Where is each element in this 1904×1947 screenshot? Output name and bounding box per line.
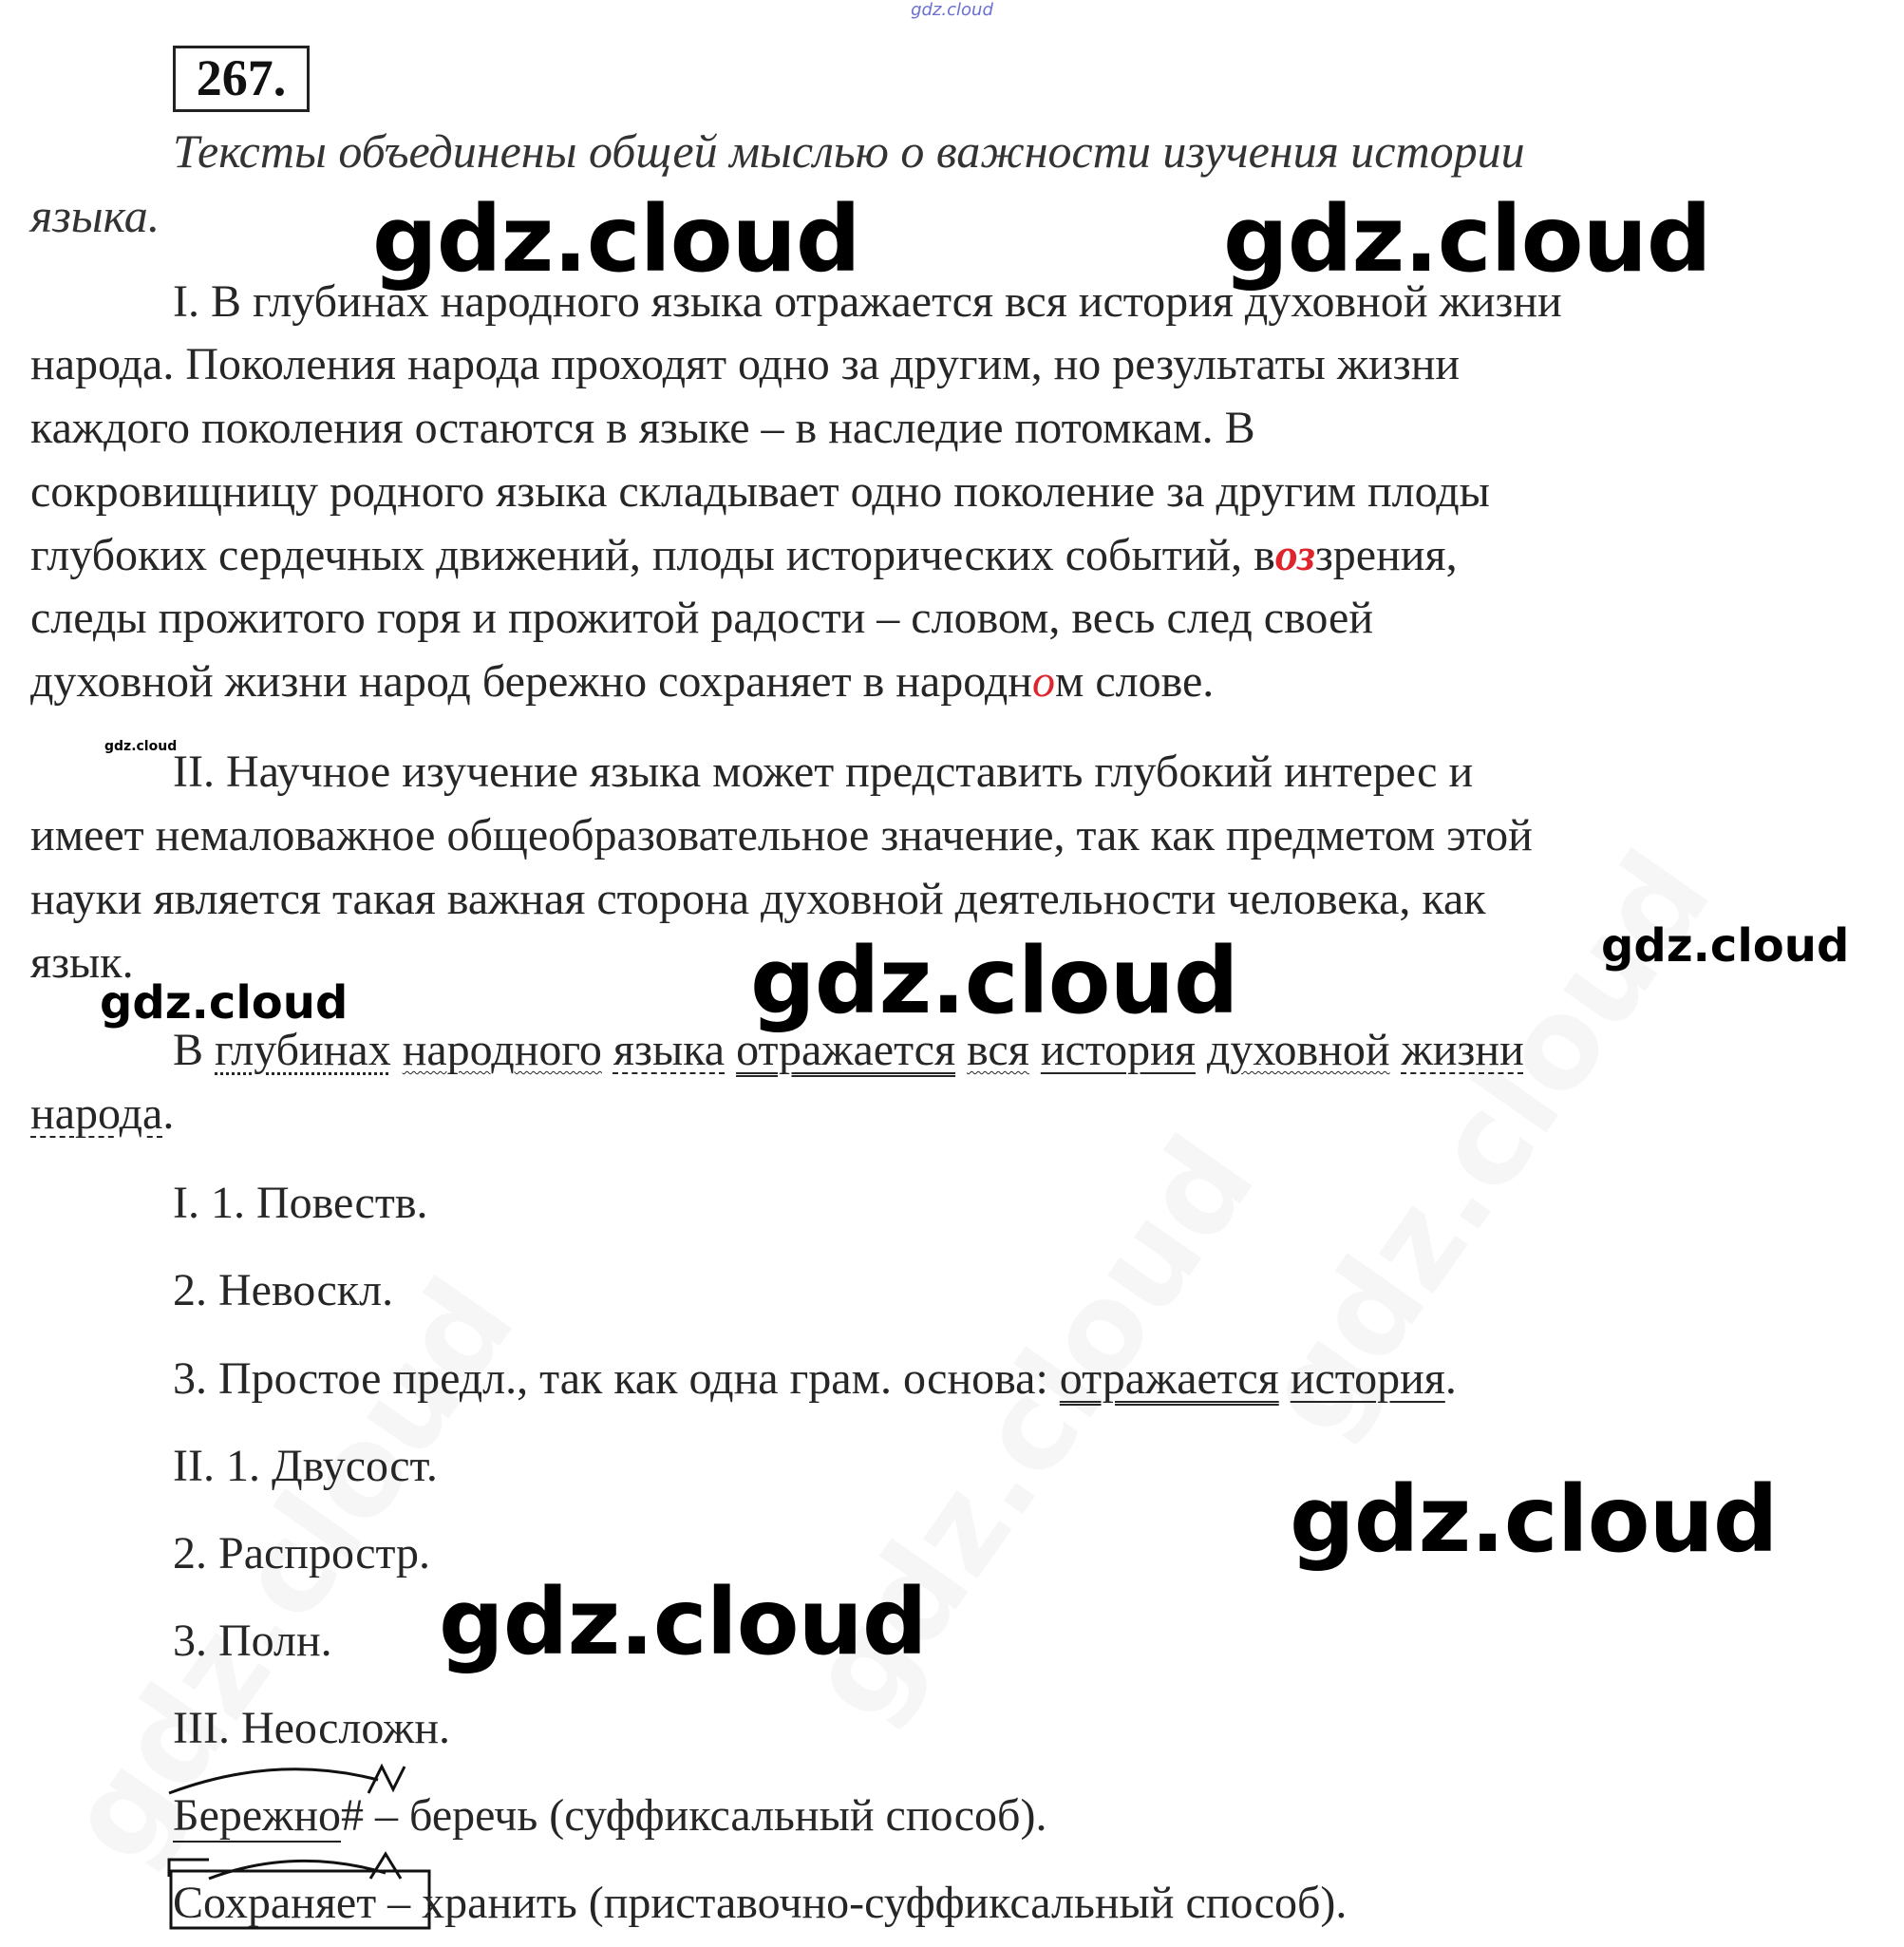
analysis-i-3 [173, 1354, 1457, 1404]
watermark-gdz-cloud-small: gdz.cloud [104, 739, 178, 754]
text1-line-1: I. В глубинах народного языка отражается вся история духовной жизни [173, 276, 1562, 327]
watermark-gdz-cloud: gdz.cloud [439, 1569, 927, 1675]
word-circumstance: глубинах [215, 1025, 391, 1075]
suffix-mark [370, 1854, 401, 1879]
word-formation-2-text: – хранить (приставочно-суффиксальный способ). [376, 1878, 1348, 1928]
watermark-gdz-cloud: gdz.cloud [1223, 186, 1711, 293]
analysis-ii-2: 2. Распростр. [173, 1528, 431, 1578]
word-attribute: народного [402, 1025, 602, 1075]
text1-line-5-end: зрения, [1314, 530, 1458, 580]
word-formation-1 [173, 1791, 1046, 1841]
watermark-gdz-cloud: gdz.cloud [1290, 1466, 1778, 1573]
word: В [173, 1025, 204, 1075]
text1-line-2: народа. Поколения народа проходят одно за другим, но результаты жизни [30, 339, 1461, 389]
word-subject: история [1040, 1025, 1196, 1075]
watermark-gdz-cloud-medium: gdz.cloud [1601, 919, 1850, 973]
analysis-ii-3: 3. Полн. [173, 1616, 332, 1666]
spelling-highlight: о [1031, 656, 1055, 707]
text1-line-3: каждого поколения остаются в языке – в наследие потомкам. В [30, 403, 1255, 453]
watermark-gdz-cloud: gdz.cloud [372, 186, 860, 293]
intro-line-2: языка. [30, 189, 160, 242]
text2-line-4: язык. [30, 937, 134, 988]
grammar-predicate: отражается [1059, 1353, 1279, 1404]
text1-line-7 [30, 657, 1214, 707]
text1-line-5-start: глубоких сердечных движений, плоды исторических событий, в [30, 530, 1275, 580]
analysis-i-3-text: 3. Простое предл., так как одна грам. основа: [173, 1353, 1048, 1404]
text1-line-4: сокровищницу родного языка складывает одно поколение за другим плоды [30, 466, 1490, 517]
word-attribute: вся [967, 1025, 1029, 1075]
text2-line-1: II. Научное изучение языка может представить глубокий интерес и [173, 747, 1474, 797]
word-predicate: отражается [736, 1025, 956, 1075]
word-sohranyaet: Сохраняет [173, 1878, 377, 1928]
prefix-mark [169, 1860, 209, 1877]
analysis-i-2: 2. Невоскл. [173, 1265, 394, 1315]
top-watermark: gdz.cloud [911, 0, 993, 20]
analysis-i-1: I. 1. Повеств. [173, 1178, 428, 1228]
sentence-end: . [162, 1088, 175, 1139]
suffix-mark [368, 1767, 405, 1793]
watermark-gdz-cloud-medium: gdz.cloud [100, 976, 349, 1030]
analysis-i-3-end: . [1444, 1353, 1457, 1404]
text1-line-7-end: м слове. [1054, 656, 1215, 707]
word-attribute-noun: жизни [1401, 1025, 1524, 1075]
word-formation-1-text: – беречь (суффиксальный способ). [364, 1790, 1047, 1841]
intro-line-1: Тексты объединены общей мыслью о важности изучения истории [173, 124, 1525, 178]
zero-ending-mark: # [341, 1790, 365, 1841]
grammar-subject: история [1290, 1353, 1445, 1404]
text1-line-7-start: духовной жизни народ бережно сохраняет в народн [30, 656, 1032, 707]
text1-line-6: следы прожитого горя и прожитой радости – словом, весь след своей [30, 593, 1374, 643]
watermark-gdz-cloud: gdz.cloud [750, 928, 1238, 1034]
word-formation-2 [173, 1879, 1347, 1928]
word-attribute: духовной [1206, 1025, 1390, 1075]
analysis-ii-1: II. 1. Двусост. [173, 1441, 438, 1491]
word-object: языка [613, 1025, 726, 1075]
text1-line-5 [30, 531, 1458, 580]
parsed-sentence-line-2 [30, 1089, 174, 1139]
text2-line-3: науки является такая важная сторона духовной деятельности человека, как [30, 874, 1486, 924]
analysis-iii: III. Неосложн. [173, 1703, 451, 1753]
word-bereжno: Бережно [173, 1790, 342, 1841]
word-attribute-noun: народа [30, 1088, 163, 1139]
spelling-highlight: оз [1274, 530, 1315, 580]
text2-line-2: имеет немаловажное общеобразовательное значение, так как предметом этой [30, 810, 1533, 860]
exercise-number: 267. [173, 46, 310, 112]
